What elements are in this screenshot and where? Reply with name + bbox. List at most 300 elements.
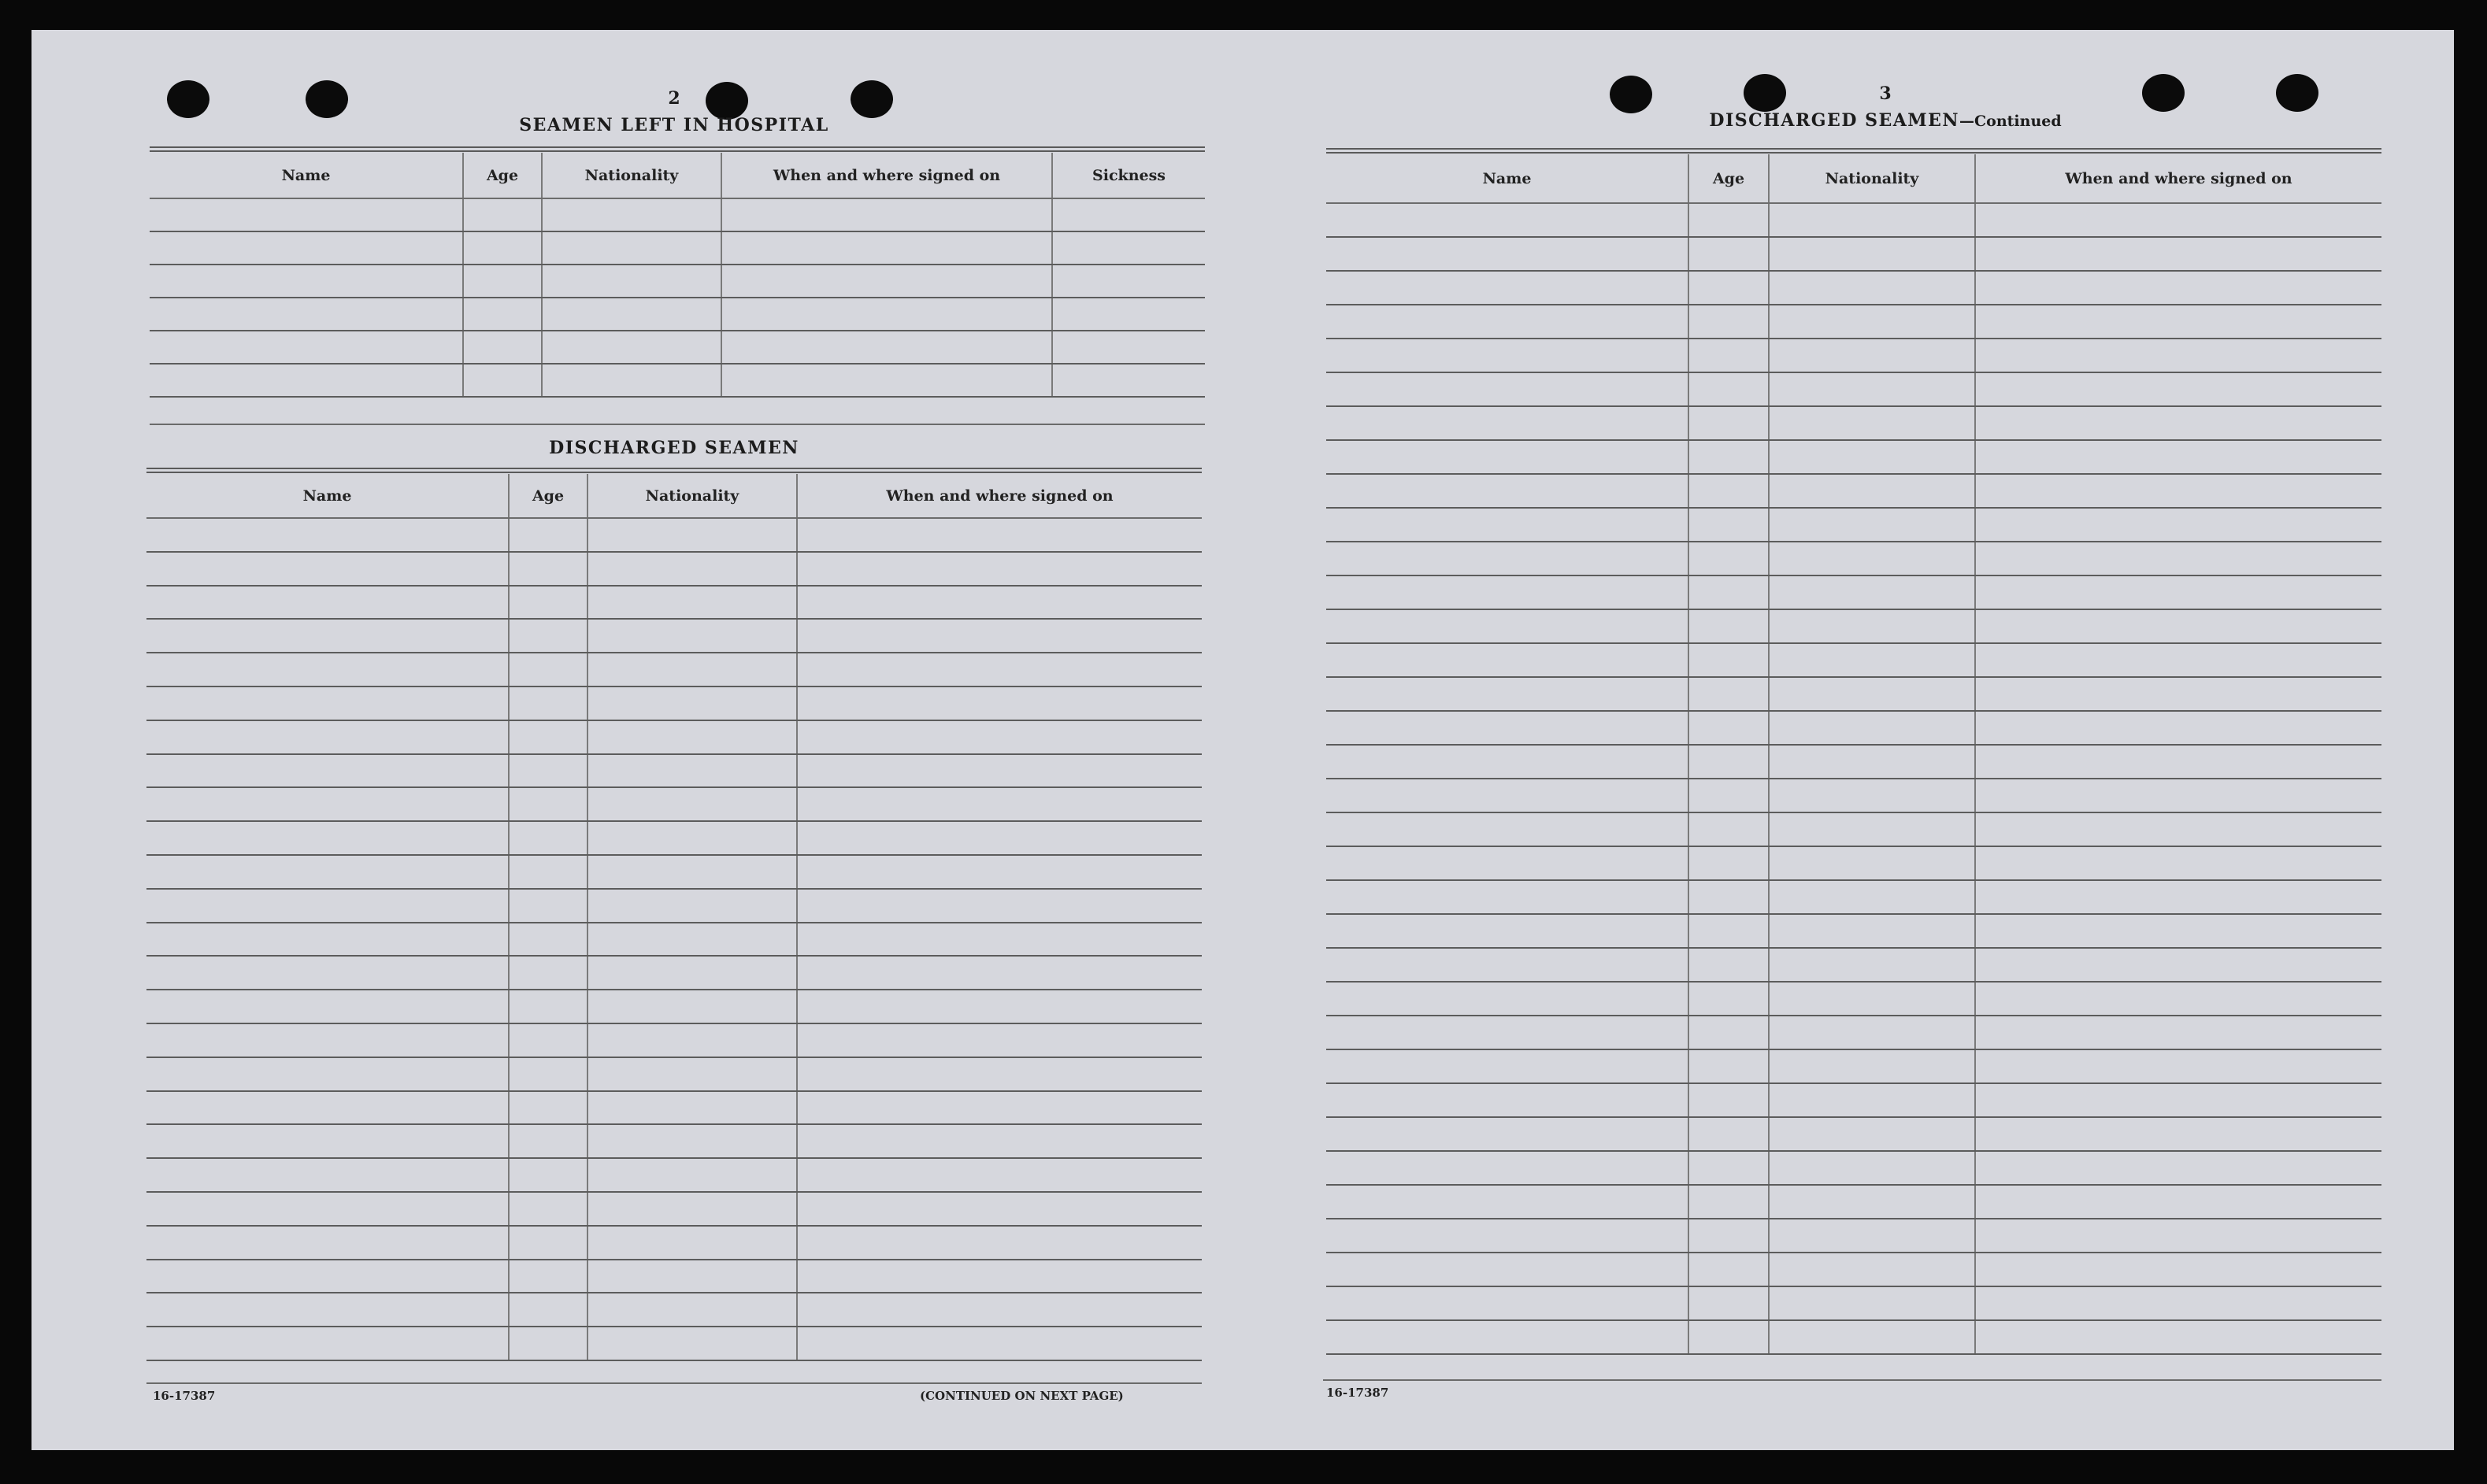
blank-form-cell [797, 1124, 1202, 1158]
blank-form-cell [1052, 364, 1205, 397]
blank-form-cell [1688, 440, 1769, 474]
blank-form-cell [1769, 948, 1975, 982]
blank-form-row [1326, 812, 2381, 846]
right-col-signed-on: When and where signed on [1975, 154, 2381, 203]
blank-form-cell [1688, 1016, 1769, 1049]
blank-form-cell [146, 990, 509, 1023]
blank-form-cell [1769, 1185, 1975, 1219]
blank-form-cell [1975, 237, 2381, 271]
blank-form-cell [1326, 542, 1688, 575]
blank-form-cell [1326, 1219, 1688, 1253]
hospital-table [150, 153, 1205, 398]
punch-hole [1744, 74, 1786, 112]
blank-form-cell [1975, 271, 2381, 305]
hospital-col-name: Name [150, 153, 463, 198]
blank-form-row [146, 1260, 1202, 1293]
blank-form-cell [1326, 1117, 1688, 1151]
blank-form-cell [1326, 406, 1688, 440]
blank-form-cell [797, 1226, 1202, 1260]
blank-form-cell [797, 686, 1202, 720]
blank-form-row [146, 956, 1202, 990]
blank-form-row [1326, 1016, 2381, 1049]
blank-form-cell [1975, 609, 2381, 643]
blank-form-cell [1052, 265, 1205, 298]
discharged-top-rule [146, 468, 1202, 473]
blank-form-cell [146, 1293, 509, 1327]
blank-form-cell [797, 619, 1202, 653]
blank-form-cell [797, 754, 1202, 788]
blank-form-cell [1052, 298, 1205, 331]
blank-form-cell [797, 586, 1202, 620]
blank-form-cell [1975, 880, 2381, 914]
blank-form-cell [797, 1091, 1202, 1125]
blank-form-cell [1769, 271, 1975, 305]
blank-form-row [1326, 880, 2381, 914]
blank-form-cell [797, 1023, 1202, 1057]
blank-form-cell [1769, 1219, 1975, 1253]
punch-hole [167, 80, 209, 118]
blank-form-cell [1688, 711, 1769, 745]
blank-form-cell [463, 265, 542, 298]
blank-form-row [1326, 1049, 2381, 1083]
discharged-table [146, 474, 1202, 1361]
right-footer-rule [1323, 1379, 2381, 1381]
blank-form-cell [1769, 677, 1975, 711]
blank-form-cell [1975, 745, 2381, 779]
blank-form-cell [1769, 406, 1975, 440]
blank-form-cell [587, 518, 797, 552]
blank-form-cell [1688, 677, 1769, 711]
blank-form-cell [1975, 1083, 2381, 1117]
blank-form-cell [509, 1327, 587, 1360]
blank-form-cell [509, 1124, 587, 1158]
discharged-col-signed-on: When and where signed on [797, 474, 1202, 518]
blank-form-cell [1326, 1151, 1688, 1185]
blank-form-row [1326, 643, 2381, 677]
blank-form-row [1326, 1083, 2381, 1117]
blank-form-cell [587, 855, 797, 889]
blank-form-cell [587, 923, 797, 957]
right-col-nationality: Nationality [1769, 154, 1975, 203]
blank-form-cell [1975, 1320, 2381, 1354]
blank-form-cell [146, 821, 509, 855]
discharged-header-row [146, 474, 1202, 518]
blank-form-row [146, 990, 1202, 1023]
blank-form-row [146, 552, 1202, 586]
blank-form-row [1326, 474, 2381, 508]
blank-form-cell [587, 1192, 797, 1226]
blank-form-cell [587, 754, 797, 788]
blank-form-cell [797, 956, 1202, 990]
blank-form-cell [1769, 508, 1975, 542]
blank-form-cell [1688, 508, 1769, 542]
blank-form-cell [509, 1023, 587, 1057]
blank-form-cell [1769, 711, 1975, 745]
blank-form-cell [587, 1260, 797, 1293]
blank-form-cell [509, 552, 587, 586]
blank-form-cell [150, 265, 463, 298]
blank-form-cell [146, 586, 509, 620]
blank-form-cell [1326, 372, 1688, 406]
blank-form-cell [1052, 198, 1205, 231]
blank-form-cell [721, 265, 1052, 298]
blank-form-cell [1688, 1083, 1769, 1117]
blank-form-cell [1769, 1253, 1975, 1286]
blank-form-cell [1975, 339, 2381, 372]
hospital-table-body [150, 198, 1205, 397]
blank-form-cell [1688, 1049, 1769, 1083]
blank-form-row [1326, 237, 2381, 271]
blank-form-cell [1769, 542, 1975, 575]
blank-form-row [1326, 1219, 2381, 1253]
hospital-section-title: SEAMEN LEFT IN HOSPITAL [519, 115, 829, 135]
blank-form-cell [463, 298, 542, 331]
blank-form-cell [509, 1158, 587, 1192]
blank-form-cell [1769, 305, 1975, 339]
blank-form-cell [1975, 474, 2381, 508]
blank-form-cell [1769, 609, 1975, 643]
blank-form-cell [1975, 1219, 2381, 1253]
blank-form-cell [1326, 1253, 1688, 1286]
discharged-table-body [146, 518, 1202, 1360]
blank-form-cell [1769, 779, 1975, 812]
title-suffix: —Continued [1959, 113, 2062, 130]
blank-form-cell [146, 1192, 509, 1226]
blank-form-cell [1326, 677, 1688, 711]
title-main: DISCHARGED SEAMEN [1709, 110, 1960, 131]
blank-form-row [1326, 542, 2381, 575]
blank-form-row [1326, 609, 2381, 643]
blank-form-cell [1975, 1049, 2381, 1083]
blank-form-cell [1688, 575, 1769, 609]
blank-form-cell [587, 1327, 797, 1360]
blank-form-cell [1975, 542, 2381, 575]
blank-form-cell [1688, 846, 1769, 880]
blank-form-row [1326, 1320, 2381, 1354]
blank-form-cell [587, 821, 797, 855]
blank-form-cell [463, 364, 542, 397]
blank-form-row [1326, 271, 2381, 305]
blank-form-cell [146, 1158, 509, 1192]
discharged-col-age: Age [509, 474, 587, 518]
punch-hole [306, 80, 348, 118]
blank-form-cell [1688, 745, 1769, 779]
blank-form-row [150, 198, 1205, 231]
blank-form-row [146, 821, 1202, 855]
blank-form-cell [1688, 812, 1769, 846]
blank-form-row [146, 1293, 1202, 1327]
blank-form-cell [721, 231, 1052, 265]
blank-form-cell [1975, 846, 2381, 880]
blank-form-cell [1688, 914, 1769, 948]
blank-form-cell [1975, 1253, 2381, 1286]
blank-form-row [146, 619, 1202, 653]
blank-form-cell [1326, 643, 1688, 677]
blank-form-row [1326, 1185, 2381, 1219]
blank-form-row [146, 1091, 1202, 1125]
blank-form-cell [587, 1057, 797, 1091]
blank-form-cell [1688, 948, 1769, 982]
form-number: 16-17387 [1326, 1386, 1389, 1400]
blank-form-row [146, 653, 1202, 686]
blank-form-row [150, 231, 1205, 265]
blank-form-cell [542, 331, 721, 364]
blank-form-cell [1769, 1083, 1975, 1117]
blank-form-cell [463, 331, 542, 364]
blank-form-cell [1975, 440, 2381, 474]
blank-form-cell [797, 889, 1202, 923]
blank-form-row [1326, 677, 2381, 711]
blank-form-cell [1688, 542, 1769, 575]
blank-form-cell [146, 1091, 509, 1125]
blank-form-cell [1326, 305, 1688, 339]
blank-form-cell [1326, 508, 1688, 542]
blank-form-row [146, 1158, 1202, 1192]
blank-form-cell [1769, 1286, 1975, 1320]
blank-form-cell [587, 1293, 797, 1327]
blank-form-row [1326, 203, 2381, 237]
blank-form-cell [1975, 982, 2381, 1016]
blank-form-cell [509, 855, 587, 889]
blank-form-row [146, 720, 1202, 754]
blank-form-cell [509, 1091, 587, 1125]
blank-form-cell [1769, 575, 1975, 609]
blank-form-row [150, 265, 1205, 298]
blank-form-cell [1688, 237, 1769, 271]
blank-form-row [146, 1124, 1202, 1158]
blank-form-cell [509, 653, 587, 686]
blank-form-cell [1326, 271, 1688, 305]
blank-form-cell [146, 686, 509, 720]
hospital-header-row [150, 153, 1205, 198]
hospital-col-nationality: Nationality [542, 153, 721, 198]
blank-form-cell [797, 653, 1202, 686]
blank-form-cell [1769, 1117, 1975, 1151]
blank-form-row [146, 1023, 1202, 1057]
blank-form-row [146, 686, 1202, 720]
blank-form-cell [1769, 474, 1975, 508]
blank-form-cell [1688, 339, 1769, 372]
blank-form-row [1326, 745, 2381, 779]
blank-form-cell [587, 990, 797, 1023]
blank-form-cell [797, 1158, 1202, 1192]
blank-form-row [146, 1192, 1202, 1226]
blank-form-cell [1688, 1117, 1769, 1151]
blank-form-cell [146, 1327, 509, 1360]
blank-form-cell [509, 586, 587, 620]
blank-form-cell [1688, 643, 1769, 677]
blank-form-cell [1052, 231, 1205, 265]
right-table-body [1326, 203, 2381, 1354]
blank-form-cell [1326, 474, 1688, 508]
blank-form-cell [1975, 948, 2381, 982]
blank-form-cell [1769, 372, 1975, 406]
blank-form-row [1326, 1151, 2381, 1185]
blank-form-row [1326, 575, 2381, 609]
blank-form-cell [1975, 677, 2381, 711]
blank-form-cell [1769, 846, 1975, 880]
punch-hole [1610, 76, 1652, 113]
blank-form-cell [1769, 745, 1975, 779]
hospital-top-rule [150, 146, 1205, 152]
blank-form-cell [1688, 1253, 1769, 1286]
hospital-col-sickness: Sickness [1052, 153, 1205, 198]
blank-form-cell [509, 1226, 587, 1260]
page-number: 2 [668, 88, 680, 109]
blank-form-cell [1975, 1286, 2381, 1320]
blank-form-cell [509, 787, 587, 821]
continued-section-title [1709, 110, 2061, 131]
right-discharged-table [1326, 154, 2381, 1355]
blank-form-cell [150, 298, 463, 331]
blank-form-cell [146, 720, 509, 754]
blank-form-cell [1326, 711, 1688, 745]
blank-form-cell [1975, 1016, 2381, 1049]
blank-form-row [1326, 372, 2381, 406]
blank-form-cell [146, 653, 509, 686]
blank-form-cell [1975, 1151, 2381, 1185]
blank-form-cell [1326, 982, 1688, 1016]
blank-form-cell [1326, 609, 1688, 643]
blank-form-cell [542, 265, 721, 298]
blank-form-cell [1326, 779, 1688, 812]
blank-form-cell [1769, 880, 1975, 914]
blank-form-cell [542, 364, 721, 397]
blank-form-cell [587, 619, 797, 653]
blank-form-cell [1769, 643, 1975, 677]
blank-form-cell [797, 923, 1202, 957]
blank-form-cell [587, 889, 797, 923]
blank-form-cell [146, 787, 509, 821]
punch-hole [2142, 74, 2185, 112]
blank-form-cell [587, 956, 797, 990]
blank-form-cell [150, 198, 463, 231]
blank-form-cell [1326, 1016, 1688, 1049]
document-sheet [32, 30, 2454, 1450]
blank-form-cell [1688, 1320, 1769, 1354]
blank-form-cell [509, 686, 587, 720]
blank-form-cell [1326, 1049, 1688, 1083]
blank-form-cell [146, 1057, 509, 1091]
blank-form-cell [1326, 237, 1688, 271]
blank-form-cell [1326, 846, 1688, 880]
blank-form-cell [146, 1023, 509, 1057]
blank-form-row [150, 364, 1205, 397]
blank-form-cell [1769, 1320, 1975, 1354]
blank-form-cell [146, 956, 509, 990]
blank-form-cell [1975, 643, 2381, 677]
blank-form-cell [587, 686, 797, 720]
blank-form-cell [721, 331, 1052, 364]
blank-form-row [1326, 508, 2381, 542]
discharged-section-title: DISCHARGED SEAMEN [549, 438, 799, 458]
blank-form-cell [146, 855, 509, 889]
blank-form-cell [463, 231, 542, 265]
page-number: 3 [1879, 83, 1892, 104]
blank-form-cell [797, 1293, 1202, 1327]
blank-form-row [150, 298, 1205, 331]
punch-hole [706, 82, 748, 120]
blank-form-cell [146, 1260, 509, 1293]
blank-form-cell [150, 231, 463, 265]
blank-form-row [146, 586, 1202, 620]
blank-form-row [146, 787, 1202, 821]
blank-form-cell [797, 821, 1202, 855]
blank-form-cell [1769, 237, 1975, 271]
blank-form-cell [1975, 406, 2381, 440]
blank-form-row [1326, 305, 2381, 339]
blank-form-cell [1688, 203, 1769, 237]
blank-form-cell [1688, 406, 1769, 440]
blank-form-cell [587, 787, 797, 821]
blank-form-cell [1769, 1151, 1975, 1185]
blank-form-cell [1975, 1117, 2381, 1151]
blank-form-cell [1975, 575, 2381, 609]
blank-form-cell [1326, 914, 1688, 948]
blank-form-cell [1688, 305, 1769, 339]
blank-form-row [1326, 948, 2381, 982]
blank-form-cell [1975, 812, 2381, 846]
blank-form-cell [1326, 948, 1688, 982]
blank-form-cell [146, 1226, 509, 1260]
blank-form-cell [721, 198, 1052, 231]
blank-form-cell [1769, 203, 1975, 237]
right-header-row [1326, 154, 2381, 203]
blank-form-cell [509, 990, 587, 1023]
blank-form-cell [1688, 609, 1769, 643]
blank-form-cell [1688, 372, 1769, 406]
blank-form-cell [1326, 1185, 1688, 1219]
blank-form-row [146, 754, 1202, 788]
blank-form-cell [1326, 440, 1688, 474]
hospital-col-age: Age [463, 153, 542, 198]
blank-form-row [150, 331, 1205, 364]
blank-form-cell [721, 364, 1052, 397]
blank-form-row [146, 889, 1202, 923]
blank-form-cell [587, 1226, 797, 1260]
blank-form-cell [146, 552, 509, 586]
blank-form-cell [509, 754, 587, 788]
blank-form-cell [1326, 1083, 1688, 1117]
blank-form-cell [587, 1091, 797, 1125]
blank-form-cell [542, 198, 721, 231]
blank-form-cell [1688, 779, 1769, 812]
blank-form-cell [1975, 914, 2381, 948]
blank-form-cell [1326, 745, 1688, 779]
blank-form-cell [463, 198, 542, 231]
blank-form-cell [146, 889, 509, 923]
blank-form-cell [797, 990, 1202, 1023]
discharged-col-name: Name [146, 474, 509, 518]
right-top-rule [1326, 148, 2381, 154]
blank-form-cell [1326, 880, 1688, 914]
blank-form-cell [1326, 575, 1688, 609]
blank-form-cell [797, 1057, 1202, 1091]
blank-form-cell [1688, 474, 1769, 508]
continued-note: (CONTINUED ON NEXT PAGE) [920, 1389, 1124, 1403]
blank-form-cell [146, 518, 509, 552]
blank-form-cell [542, 298, 721, 331]
blank-form-cell [1326, 812, 1688, 846]
blank-form-cell [797, 1327, 1202, 1360]
blank-form-cell [509, 518, 587, 552]
blank-form-row [146, 518, 1202, 552]
blank-form-row [1326, 982, 2381, 1016]
form-number: 16-17387 [153, 1389, 216, 1403]
blank-form-cell [1975, 508, 2381, 542]
blank-form-cell [587, 586, 797, 620]
blank-form-row [1326, 1253, 2381, 1286]
